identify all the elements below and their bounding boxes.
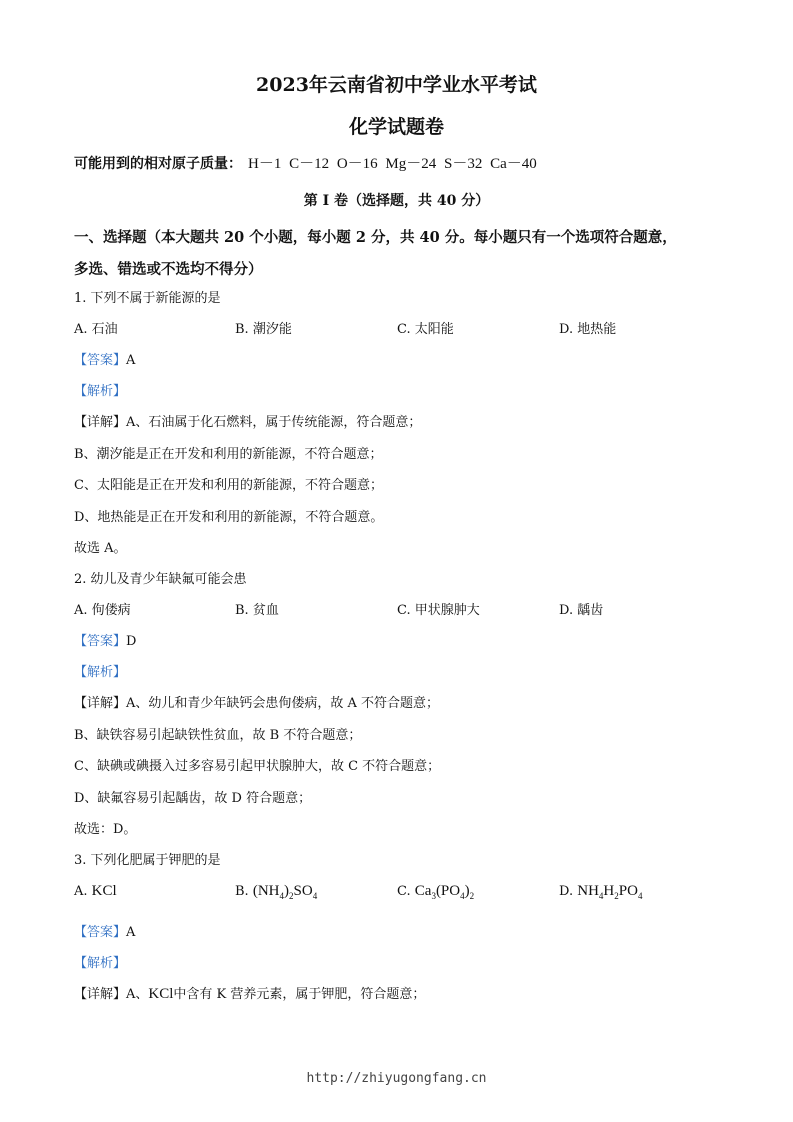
answer-label: 【答案】 (74, 925, 127, 940)
answer-label: 【答案】 (74, 353, 127, 368)
detail-line: C、太阳能是正在开发和利用的新能源，不符合题意； (74, 478, 383, 493)
detail-line: D、地热能是正在开发和利用的新能源，不符合题意。 (74, 510, 384, 525)
formula-ammonium-dihydrogen-phosphate: $NH_4H_2PO_4$ (577, 883, 643, 901)
answer-value: D (126, 634, 137, 649)
formula-calcium-phosphate: $Ca_3(PO_4)_2$ (414, 883, 475, 901)
detail-prefix: 【详解】A、 (74, 987, 149, 1002)
option-c: C. 太阳能 (397, 322, 454, 337)
exam-title: 2023年云南省初中学业水平考试 (256, 74, 537, 96)
detail-line: B、缺铁容易引起缺铁性贫血，故 B 不符合题意； (74, 728, 362, 743)
option-b: B. 贫血 (235, 603, 279, 618)
option-b (235, 883, 317, 901)
option-a: A. 佝偻病 (74, 603, 131, 618)
detail-line: 【详解】A、石油属于化石燃料，属于传统能源，符合题意； (74, 415, 422, 430)
paper-subtitle: 化学试题卷 (348, 116, 444, 138)
answer-value: A (126, 925, 136, 940)
option-c: C. 甲状腺肿大 (397, 603, 480, 618)
option-letter: A. (74, 884, 88, 899)
detail-formula: KCl (148, 986, 174, 1002)
option-d: D. 龋齿 (559, 603, 604, 618)
answer-label: 【答案】 (74, 634, 127, 649)
option-c (397, 883, 474, 901)
option-d (559, 883, 642, 901)
question-stem: 1. 下列不属于新能源的是 (74, 291, 221, 306)
option-letter: C. (397, 884, 411, 899)
analysis-label: 【解析】 (74, 956, 127, 971)
footer-url[interactable]: http://zhiyugongfang.cn (306, 1071, 487, 1086)
atomic-masses-label: 可能用到的相对原子质量： (74, 156, 242, 172)
answer-line (74, 630, 136, 649)
question-stem: 3. 下列化肥属于钾肥的是 (74, 853, 221, 868)
section-heading (74, 222, 677, 286)
detail-line: 【详解】A、幼儿和青少年缺钙会患佝偻病，故 A 不符合题意； (74, 696, 440, 711)
option-a (74, 883, 117, 900)
section-heading-line: 多选、错选或不选均不得分） (74, 261, 263, 278)
section-heading-line: 一、选择题（本大题共 20 个小题，每小题 2 分，共 40 分。每小题只有一个选项符合题意， (74, 229, 677, 246)
detail-line (74, 983, 425, 1003)
atomic-masses-values: H－1 C－12 O－16 Mg－24 S－32 Ca－40 (248, 156, 537, 172)
analysis-label: 【解析】 (74, 665, 127, 680)
answer-line (74, 921, 135, 940)
atomic-masses (74, 152, 537, 173)
detail-line: B、潮汐能是正在开发和利用的新能源，不符合题意； (74, 447, 383, 462)
formula-kcl: KCl (91, 883, 117, 899)
option-b: B. 潮汐能 (235, 322, 292, 337)
option-letter: D. (559, 884, 574, 899)
option-letter: B. (235, 884, 249, 899)
detail-line: C、缺碘或碘摄入过多容易引起甲状腺肿大，故 C 不符合题意； (74, 759, 441, 774)
answer-value: A (126, 353, 136, 368)
detail-line: 故选 A。 (74, 541, 127, 556)
formula-ammonium-sulfate: $(NH_4)_2SO_4$ (252, 883, 318, 901)
option-d: D. 地热能 (559, 322, 617, 337)
detail-line: 故选：D。 (74, 822, 137, 837)
part-heading: 第 I 卷（选择题，共 40 分） (303, 193, 490, 209)
option-a: A. 石油 (74, 322, 118, 337)
answer-line (74, 349, 135, 368)
question-stem: 2. 幼儿及青少年缺氟可能会患 (74, 572, 247, 587)
detail-suffix: 中含有 K 营养元素，属于钾肥，符合题意； (173, 987, 426, 1002)
analysis-label: 【解析】 (74, 384, 127, 399)
detail-line: D、缺氟容易引起龋齿，故 D 符合题意； (74, 791, 312, 806)
